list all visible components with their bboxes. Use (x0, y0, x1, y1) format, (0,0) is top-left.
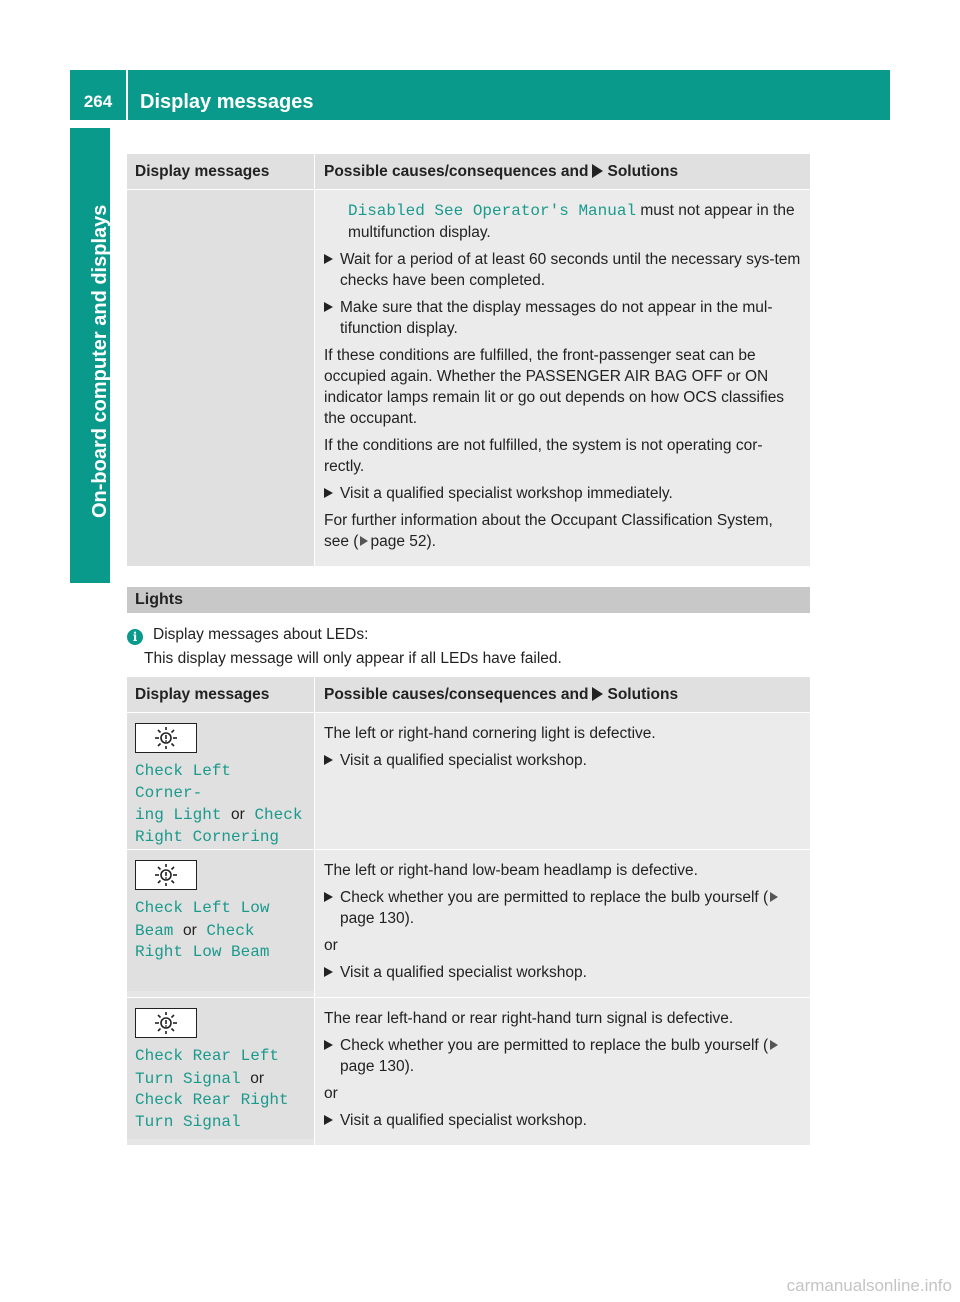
bulb-fault-icon (153, 1011, 179, 1035)
arrow-icon (592, 687, 603, 701)
solution-cell (314, 998, 810, 1145)
list-item: Visit a qualified specialist workshop immediately. (324, 483, 802, 504)
list-item: Visit a qualified specialist workshop. (324, 750, 802, 771)
list-item: Check whether you are permitted to replace the bulb yourself (page 130). (324, 1035, 802, 1077)
table-row (127, 850, 810, 998)
side-tab-label: On-board computer and displays (89, 204, 111, 518)
table-header (127, 677, 810, 713)
solution-cell (314, 190, 810, 566)
info-note: i Display messages about LEDs: This display message will only appear if all LEDs have failed. (127, 623, 562, 671)
bulb-fault-icon (153, 726, 179, 750)
col-header-messages: Display messages (135, 686, 270, 703)
table-continued (127, 154, 810, 567)
section-heading-lights: Lights (127, 587, 810, 613)
col-header-solutions: Possible causes/consequences and Solutions (314, 154, 810, 189)
lamp-icon-box (135, 723, 197, 753)
bullet-arrow-icon (324, 967, 333, 977)
paragraph-reference: For further information about the Occupant Classification System, see ( page 52). (324, 512, 773, 550)
message-cell (127, 713, 314, 849)
display-message: Check Left Corner‐ ing Light or Check Right Cornering (135, 762, 303, 846)
bullet-arrow-icon (324, 1115, 333, 1125)
bulb-fault-icon (153, 863, 179, 887)
col-header-solutions: Possible causes/consequences and Solutions (314, 677, 810, 712)
paragraph: If these conditions are fulfilled, the front-passenger seat can be occupied again. Whether the PASSENGER AIR BAG OFF or ON indicator lamps remain lit or go out depends on how OCS classifies the occupant. (324, 347, 785, 427)
solution-cell (314, 850, 810, 997)
page-title: Display messages (140, 91, 314, 113)
list-item: Visit a qualified specialist workshop. (324, 962, 802, 983)
list-item: Check whether you are permitted to replace the bulb yourself (page 130). (324, 887, 802, 929)
header-divider (126, 70, 128, 122)
page-ref-icon (360, 536, 368, 546)
page-ref-icon (770, 1040, 778, 1050)
page-ref-icon (770, 892, 778, 902)
cause-text: The rear left-hand or rear right-hand turn signal is defective. (324, 1010, 734, 1027)
cause-text: The left or right-hand cornering light is defective. (324, 725, 656, 742)
bullet-arrow-icon (324, 892, 333, 902)
arrow-icon (592, 164, 603, 178)
list-item: Visit a qualified specialist workshop. (324, 1110, 802, 1131)
message-cell (127, 998, 314, 1139)
lamp-icon-box (135, 860, 197, 890)
cause-text: The left or right-hand low-beam headlamp is defective. (324, 862, 698, 879)
table-lights (127, 677, 810, 1146)
continued-text: Disabled See Operator's Manual must not appear in the multifunction display. (348, 202, 795, 241)
side-tab-marker (70, 541, 110, 581)
bullet-arrow-icon (324, 1040, 333, 1050)
solution-cell (314, 713, 810, 849)
table-row (127, 190, 810, 567)
table-row (127, 713, 810, 850)
list-item: Wait for a period of at least 60 seconds until the necessary sys-tem checks have been completed. (324, 249, 802, 291)
message-cell (127, 850, 314, 991)
bullet-arrow-icon (324, 254, 333, 264)
lamp-icon-box (135, 1008, 197, 1038)
list-item: Make sure that the display messages do not appear in the mul-tifunction display. (324, 297, 802, 339)
page-number: 264 (83, 92, 113, 111)
or-text: or (324, 1085, 338, 1102)
bullet-arrow-icon (324, 302, 333, 312)
watermark: carmanualsonline.info (786, 1276, 952, 1295)
col-header-messages: Display messages (135, 163, 270, 180)
or-text: or (324, 937, 338, 954)
info-icon: i (127, 629, 143, 645)
table-row (127, 998, 810, 1146)
bullet-arrow-icon (324, 488, 333, 498)
bullet-arrow-icon (324, 755, 333, 765)
display-message: Check Left Low Beam or Check Right Low Beam (135, 899, 270, 961)
table-header (127, 154, 810, 190)
display-message: Check Rear Left Turn Signal or Check Rear Right Turn Signal (135, 1047, 289, 1131)
message-cell-empty (127, 190, 314, 566)
paragraph: If the conditions are not fulfilled, the system is not operating cor-rectly. (324, 437, 763, 475)
